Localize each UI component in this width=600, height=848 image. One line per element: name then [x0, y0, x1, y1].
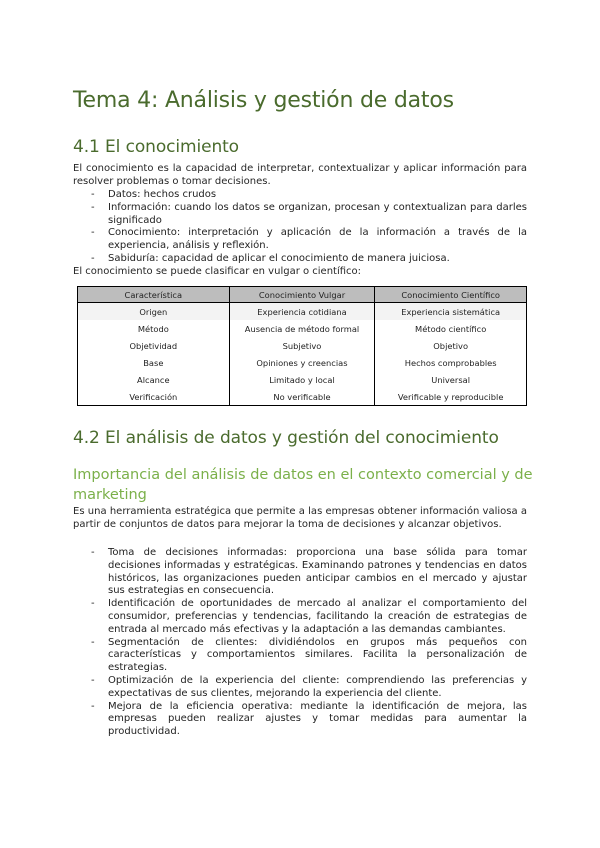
section-heading-4-2: 4.2 El análisis de datos y gestión del conocimiento [73, 428, 499, 448]
table-cell: Experiencia sistemática [375, 303, 527, 321]
table-cell: Limitado y local [229, 371, 375, 388]
list-item: - Conocimiento: interpretación y aplicación de la información a través de la experiencia, análisis y reflexión. [108, 227, 527, 253]
list-item: - Datos: hechos crudos [108, 189, 527, 202]
table-cell: Ausencia de método formal [229, 320, 375, 337]
section2-bullet-list [108, 547, 527, 739]
table-row [78, 320, 527, 337]
table-cell: Experiencia cotidiana [229, 303, 375, 321]
list-item: - Toma de decisiones informadas: proporciona una base sólida para tomar decisiones informadas y estratégicas. Examinando patrones y tendencias en datos históricos, las organizaciones pueden anticipar cambios en el mercado y ajustar sus estrategias en consecuencia. [108, 547, 527, 598]
list-item: - Sabiduría: capacidad de aplicar el conocimiento de manera juiciosa. [108, 253, 527, 266]
table-cell: Universal [375, 371, 527, 388]
section-heading-4-1: 4.1 El conocimiento [73, 137, 239, 157]
table-cell: Verificable y reproducible [375, 388, 527, 406]
table-cell: Hechos comprobables [375, 354, 527, 371]
section1-bullet-list [108, 189, 527, 266]
table-row [78, 371, 527, 388]
table-cell: Verificación [78, 388, 230, 406]
table-cell: Método [78, 320, 230, 337]
table-header-cell: Conocimiento Vulgar [229, 287, 375, 303]
subsection-heading: Importancia del análisis de datos en el contexto comercial y de marketing [73, 467, 533, 503]
list-item: - Segmentación de clientes: dividiéndolos en grupos más pequeños con características y comportamientos similares. Facilita la personalización de estrategias. [108, 637, 527, 675]
table-row [78, 354, 527, 371]
table-cell: Subjetivo [229, 337, 375, 354]
list-item: - Información: cuando los datos se organizan, procesan y contextualizan para darles significado [108, 202, 527, 228]
table-header-cell: Característica [78, 287, 230, 303]
table-cell: Alcance [78, 371, 230, 388]
table-header-row [78, 287, 527, 303]
list-item: - Identificación de oportunidades de mercado al analizar el comportamiento del consumidor, preferencias y tendencias, facilitando la creación de estrategias de entrada al mercado más efectivas y la adaptación a las demandas cambiantes. [108, 598, 527, 636]
table-cell: Base [78, 354, 230, 371]
table-cell: Objetividad [78, 337, 230, 354]
table-cell: Objetivo [375, 337, 527, 354]
table-row [78, 337, 527, 354]
table-header-cell: Conocimiento Científico [375, 287, 527, 303]
section2-intro: Es una herramienta estratégica que permite a las empresas obtener información valiosa a partir de conjuntos de datos para mejorar la toma de decisiones y alcanzar objetivos. [73, 506, 527, 530]
table-cell: Origen [78, 303, 230, 321]
list-item: - Mejora de la eficiencia operativa: mediante la identificación de mejora, las empresas pueden realizar ajustes y tomar medidas para aumentar la productividad. [108, 701, 527, 739]
table-cell: Opiniones y creencias [229, 354, 375, 371]
table-cell: No verificable [229, 388, 375, 406]
list-item: - Optimización de la experiencia del cliente: comprendiendo las preferencias y expectativas de sus clientes, mejorando la experiencia del cliente. [108, 675, 527, 701]
table-intro: El conocimiento se puede clasificar en vulgar o científico: [73, 266, 362, 277]
page-title: Tema 4: Análisis y gestión de datos [73, 88, 454, 113]
knowledge-comparison-table [77, 286, 527, 406]
table-row [78, 303, 527, 321]
section1-intro: El conocimiento es la capacidad de interpretar, contextualizar y aplicar información para resolver problemas o tomar decisiones. [73, 163, 527, 187]
table-cell: Método científico [375, 320, 527, 337]
table-row [78, 388, 527, 406]
